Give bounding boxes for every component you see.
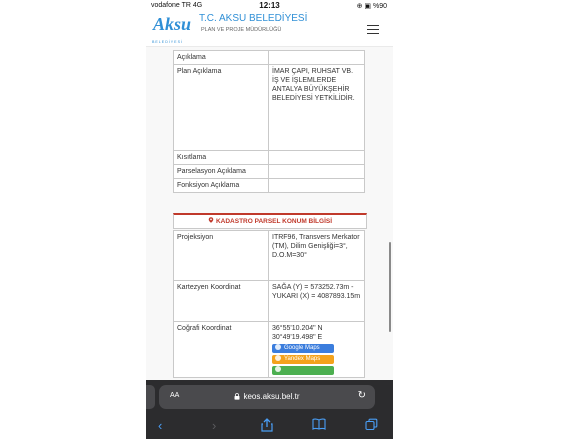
row-value: ITRF96, Transvers Merkator (TM), Dilim Genişliği=3°, D.O.M=30°: [269, 231, 365, 281]
maps-icon: [275, 366, 281, 372]
table-row: [174, 51, 365, 65]
address-bar[interactable]: [159, 385, 375, 409]
url-value: keos.aksu.bel.tr: [243, 392, 300, 401]
row-key: Kısıtlama: [174, 151, 269, 165]
reload-icon[interactable]: ↻: [357, 390, 366, 401]
text-size-button[interactable]: AA: [170, 392, 180, 399]
previous-tab-edge[interactable]: [146, 385, 155, 409]
row-key: Açıklama: [174, 51, 269, 65]
table-row: [174, 281, 365, 322]
logo-subtitle: BELEDİYESİ: [152, 40, 183, 44]
table-row: [174, 165, 365, 179]
browser-nav: [146, 418, 393, 434]
google-maps-button[interactable]: [272, 344, 334, 353]
page-content: [146, 47, 393, 380]
site-subtitle: PLAN VE PROJE MÜDÜRLÜĞÜ: [201, 27, 282, 33]
site-header: [146, 12, 393, 47]
row-key: Parselasyon Açıklama: [174, 165, 269, 179]
aksu-logo[interactable]: [151, 12, 201, 46]
map-pin-icon: [208, 217, 214, 223]
other-maps-button[interactable]: [272, 366, 334, 375]
table-row: [174, 151, 365, 165]
table-row: [174, 179, 365, 193]
hamburger-menu-icon[interactable]: [367, 25, 379, 34]
section-title-text: KADASTRO PARSEL KONUM BİLGİSİ: [215, 218, 333, 225]
longitude-value: 30°49'19.498" E: [272, 334, 323, 341]
row-key: Coğrafi Koordinat: [174, 322, 269, 378]
status-bar: [146, 0, 393, 12]
tabs-icon[interactable]: [365, 418, 378, 434]
page-scrollbar[interactable]: [389, 242, 391, 332]
row-value: [269, 179, 365, 193]
latitude-value: 36°55'10.204" N: [272, 325, 323, 332]
row-value: [269, 151, 365, 165]
google-maps-icon: [275, 344, 281, 350]
lock-icon: [234, 393, 240, 400]
row-key: Projeksiyon: [174, 231, 269, 281]
row-key: Plan Açıklama: [174, 65, 269, 151]
section-title: [173, 213, 367, 229]
row-key: Fonksiyon Açıklama: [174, 179, 269, 193]
row-key: Kartezyen Koordinat: [174, 281, 269, 322]
carrier-label: vodafone TR 4G: [151, 2, 203, 9]
table-row: [174, 231, 365, 281]
yandex-maps-label: Yandex Maps: [284, 356, 321, 362]
cadastre-table: [173, 230, 365, 378]
google-maps-label: Google Maps: [284, 345, 320, 351]
bookmarks-icon[interactable]: [312, 418, 326, 433]
yandex-maps-icon: [275, 355, 281, 361]
site-title: T.C. AKSU BELEDİYESİ: [199, 13, 308, 24]
plan-info-table: [173, 50, 365, 193]
logo-wordmark: Aksu: [153, 14, 192, 34]
clock: 12:13: [259, 1, 280, 10]
back-icon[interactable]: ‹: [158, 418, 163, 433]
battery-status: ⊕ ▣ %90: [356, 3, 387, 10]
row-value: İMAR ÇAPI, RUHSAT VB. İŞ VE İŞLEMLERDE ANTALYA BÜYÜKŞEHİR BELEDİYESİ YETKİLİDİR.: [269, 65, 365, 151]
table-row: [174, 65, 365, 151]
yandex-maps-button[interactable]: [272, 355, 334, 364]
share-icon[interactable]: [261, 418, 273, 435]
row-value: [269, 322, 365, 378]
forward-icon[interactable]: ›: [212, 418, 217, 433]
row-value: [269, 165, 365, 179]
phone-viewport: [146, 0, 393, 439]
browser-toolbar: [146, 380, 393, 439]
url-text: [159, 392, 375, 401]
row-value: SAĞA (Y) = 573252.73m - YUKARI (X) = 4087893.15m: [269, 281, 365, 322]
table-row: [174, 322, 365, 378]
row-value: [269, 51, 365, 65]
